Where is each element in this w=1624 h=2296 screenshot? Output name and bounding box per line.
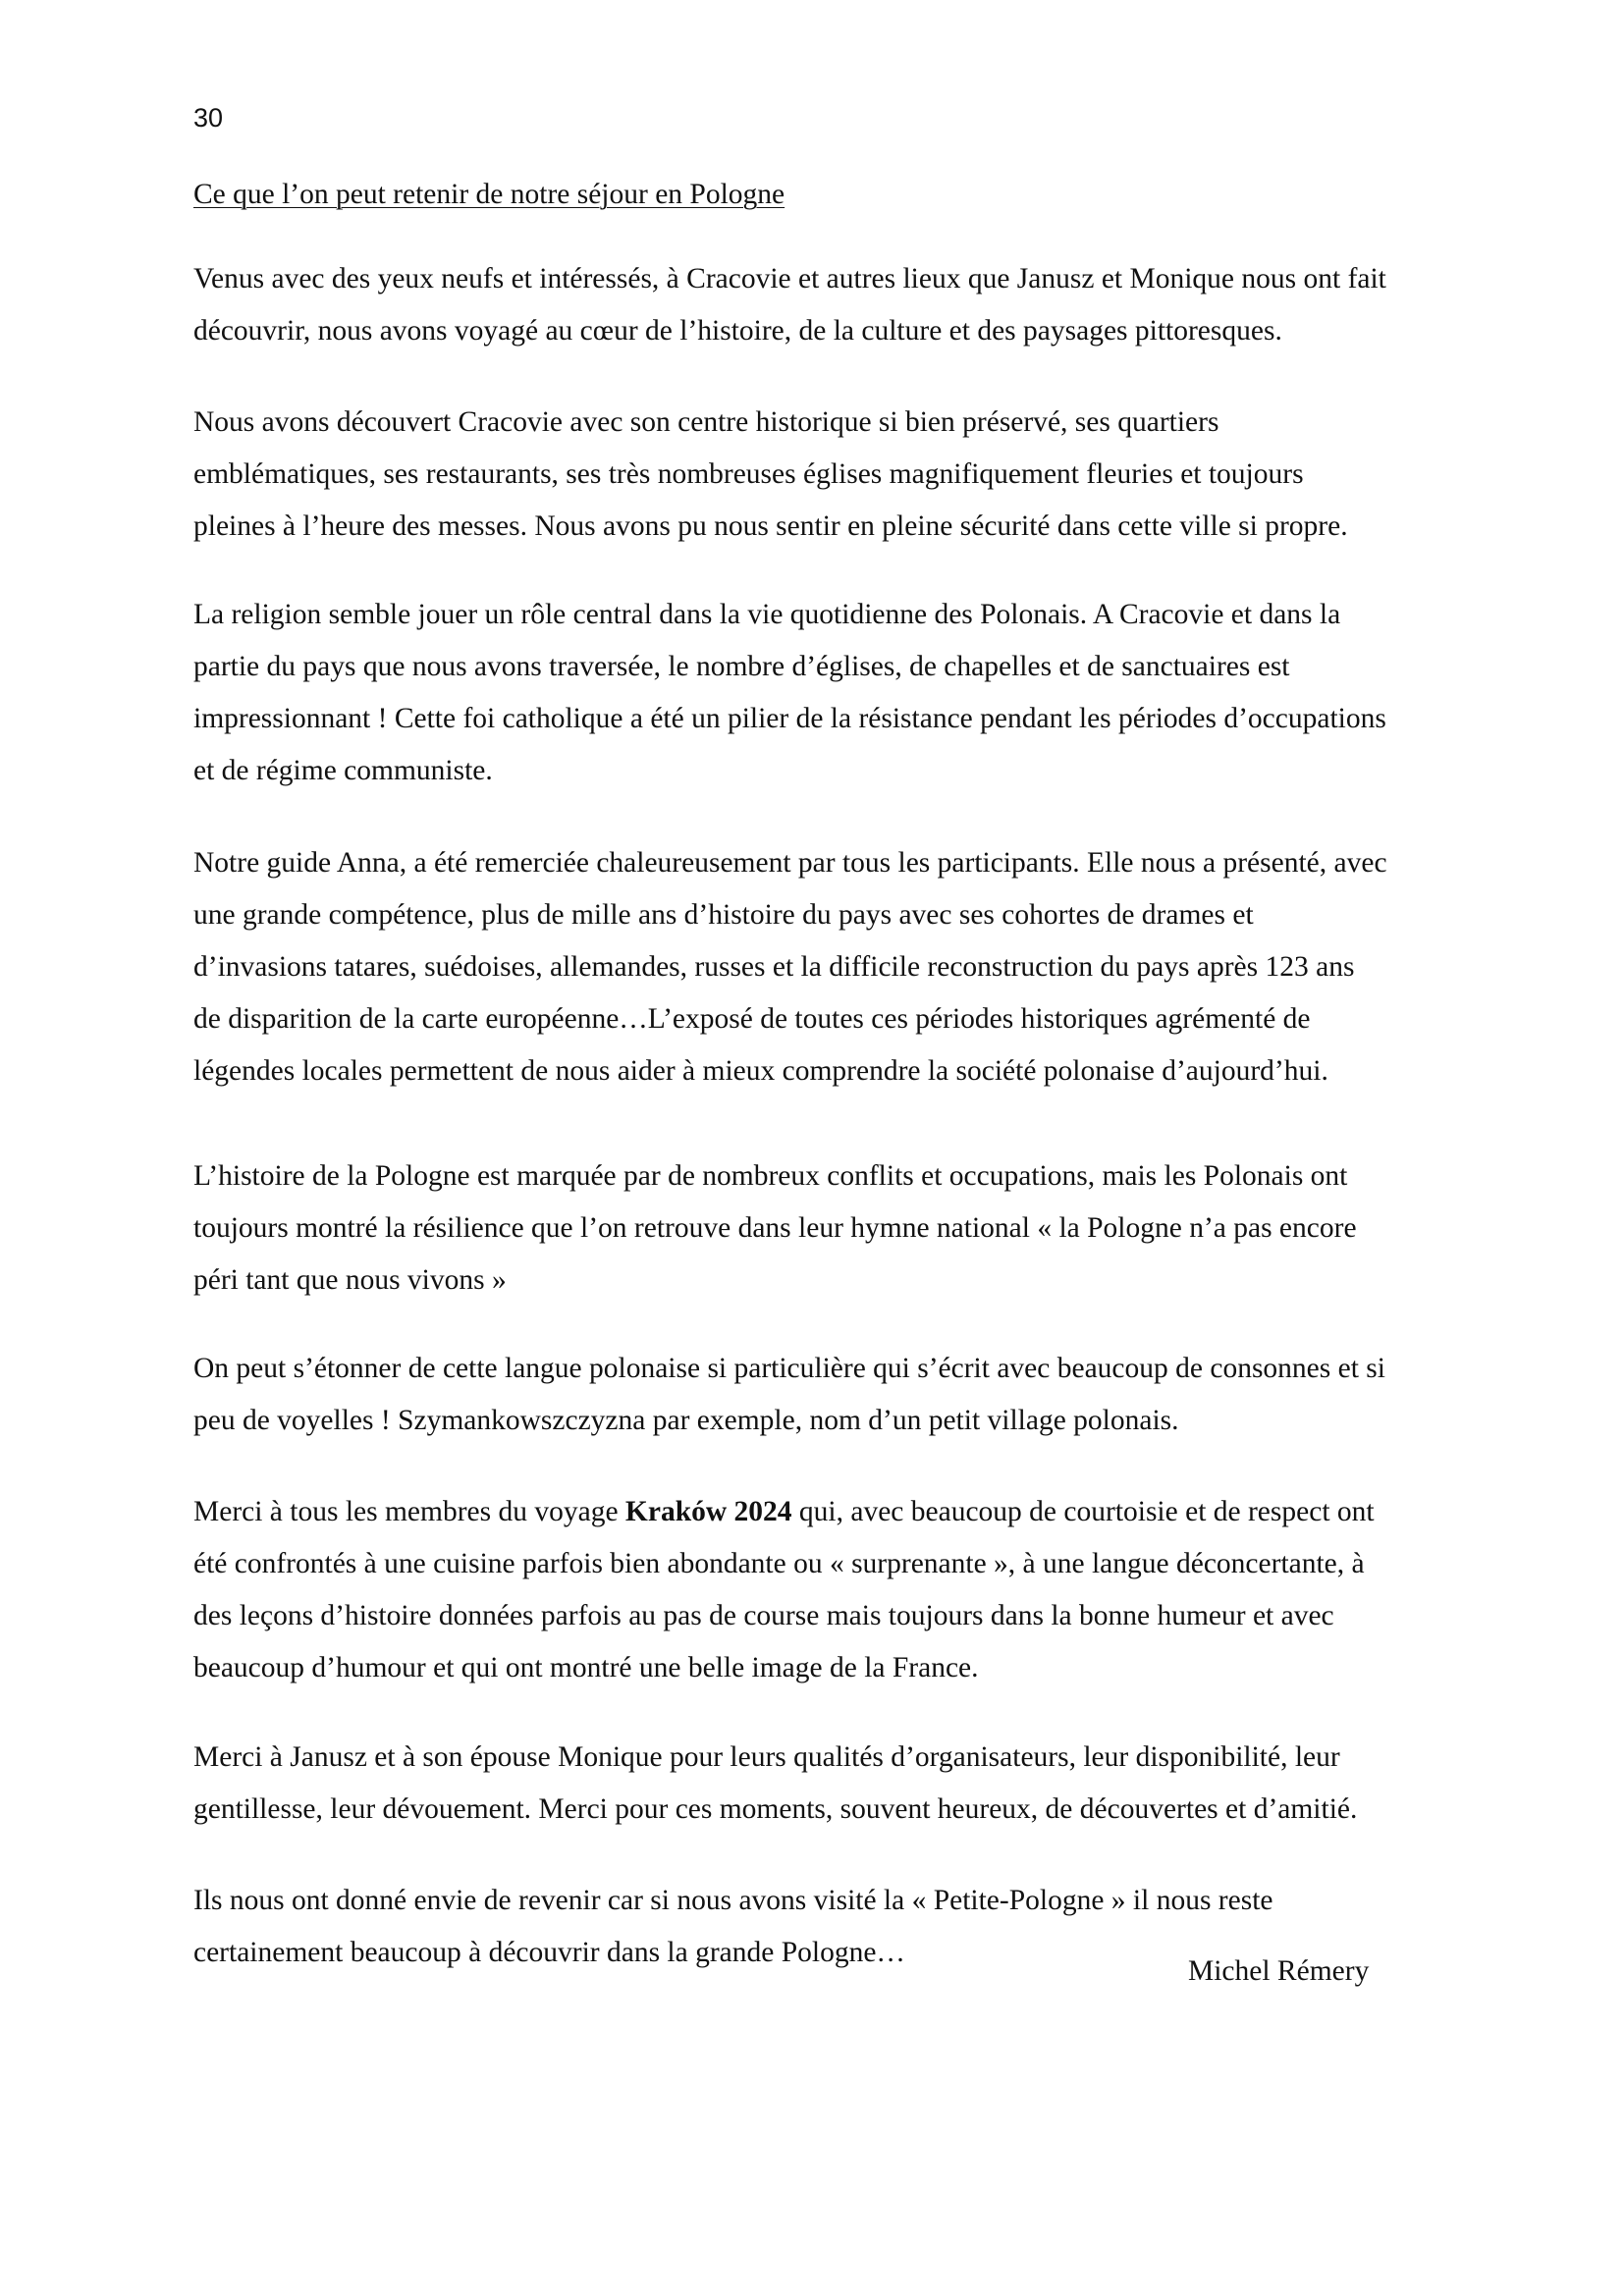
paragraph-language bbox=[193, 1343, 1460, 1447]
paragraph-line: Notre guide Anna, a été remerciée chaleureusement par tous les participants. Elle nous a présenté, avec bbox=[193, 847, 1387, 879]
paragraph-thanks-organizers bbox=[193, 1732, 1460, 1836]
page-number: 30 bbox=[193, 103, 224, 133]
line-text: qui, avec beaucoup de courtoisie et de respect ont bbox=[791, 1496, 1375, 1527]
paragraph-line: une grande compétence, plus de mille ans d’histoire du pays avec ses cohortes de drames et bbox=[193, 899, 1254, 931]
paragraph-line: d’invasions tatares, suédoises, allemandes, russes et la difficile reconstruction du pays après 123 ans bbox=[193, 951, 1355, 983]
paragraph-line: découvrir, nous avons voyagé au cœur de l’histoire, de la culture et des paysages pittoresques. bbox=[193, 315, 1282, 347]
line-text: Merci à tous les membres du voyage bbox=[193, 1496, 625, 1527]
paragraph-line: Merci à Janusz et à son épouse Monique pour leurs qualités d’organisateurs, leur disponibilité, leur bbox=[193, 1741, 1340, 1773]
paragraph-line: Nous avons découvert Cracovie avec son centre historique si bien préservé, ses quartiers bbox=[193, 406, 1219, 438]
paragraph-line: Ils nous ont donné envie de revenir car si nous avons visité la « Petite-Pologne » il nous reste bbox=[193, 1885, 1273, 1916]
paragraph-religion bbox=[193, 589, 1460, 797]
paragraph-line: L’histoire de la Pologne est marquée par de nombreux conflits et occupations, mais les Polonais ont bbox=[193, 1160, 1348, 1192]
paragraph-line: péri tant que nous vivons » bbox=[193, 1264, 507, 1296]
paragraph-line: toujours montré la résilience que l’on retrouve dans leur hymne national « la Pologne n’a pas encore bbox=[193, 1212, 1357, 1244]
trip-name: Kraków 2024 bbox=[624, 1496, 792, 1527]
paragraph-line: On peut s’étonner de cette langue polonaise si particulière qui s’écrit avec beaucoup de consonnes et si bbox=[193, 1353, 1385, 1384]
signature: Michel Rémery bbox=[1188, 1955, 1370, 1987]
paragraph-history bbox=[193, 1150, 1460, 1307]
paragraph-line: de disparition de la carte européenne…L’exposé de toutes ces périodes historiques agrémenté de bbox=[193, 1003, 1311, 1035]
paragraph-thanks-members bbox=[193, 1486, 1460, 1694]
paragraph-line: partie du pays que nous avons traversée, le nombre d’églises, de chapelles et de sanctuaires est bbox=[193, 651, 1290, 682]
paragraph-line: des leçons d’histoire données parfois au pas de course mais toujours dans la bonne humeur et avec bbox=[193, 1600, 1334, 1631]
paragraph-line: emblématiques, ses restaurants, ses très nombreuses églises magnifiquement fleuries et toujours bbox=[193, 458, 1304, 490]
paragraph-line: beaucoup d’humour et qui ont montré une belle image de la France. bbox=[193, 1652, 979, 1683]
paragraph-line: gentillesse, leur dévouement. Merci pour ces moments, souvent heureux, de découvertes et d’amitié. bbox=[193, 1793, 1358, 1825]
paragraph-arrival bbox=[193, 253, 1460, 357]
paragraph-line: peu de voyelles ! Szymankowszczyzna par exemple, nom d’un petit village polonais. bbox=[193, 1405, 1179, 1436]
paragraph-line: et de régime communiste. bbox=[193, 755, 493, 786]
paragraph-line bbox=[193, 1486, 1460, 1538]
paragraph-line: été confrontés à une cuisine parfois bien abondante ou « surprenante », à une langue déconcertante, à bbox=[193, 1548, 1365, 1579]
paragraph-line: impressionnant ! Cette foi catholique a été un pilier de la résistance pendant les périodes d’occupations bbox=[193, 703, 1386, 734]
paragraph-line: pleines à l’heure des messes. Nous avons pu nous sentir en pleine sécurité dans cette ville si propre. bbox=[193, 510, 1348, 542]
paragraph-line: légendes locales permettent de nous aider à mieux comprendre la société polonaise d’aujourd’hui. bbox=[193, 1055, 1328, 1087]
paragraph-krakow bbox=[193, 397, 1460, 553]
paragraph-guide bbox=[193, 837, 1460, 1097]
document-title: Ce que l’on peut retenir de notre séjour en Pologne bbox=[193, 179, 785, 210]
paragraph-line: Venus avec des yeux neufs et intéressés, à Cracovie et autres lieux que Janusz et Monique nous ont fait bbox=[193, 263, 1386, 294]
paragraph-line: La religion semble jouer un rôle central dans la vie quotidienne des Polonais. A Cracovie et dans la bbox=[193, 599, 1341, 630]
paragraph-line: certainement beaucoup à découvrir dans la grande Pologne… bbox=[193, 1937, 905, 1968]
